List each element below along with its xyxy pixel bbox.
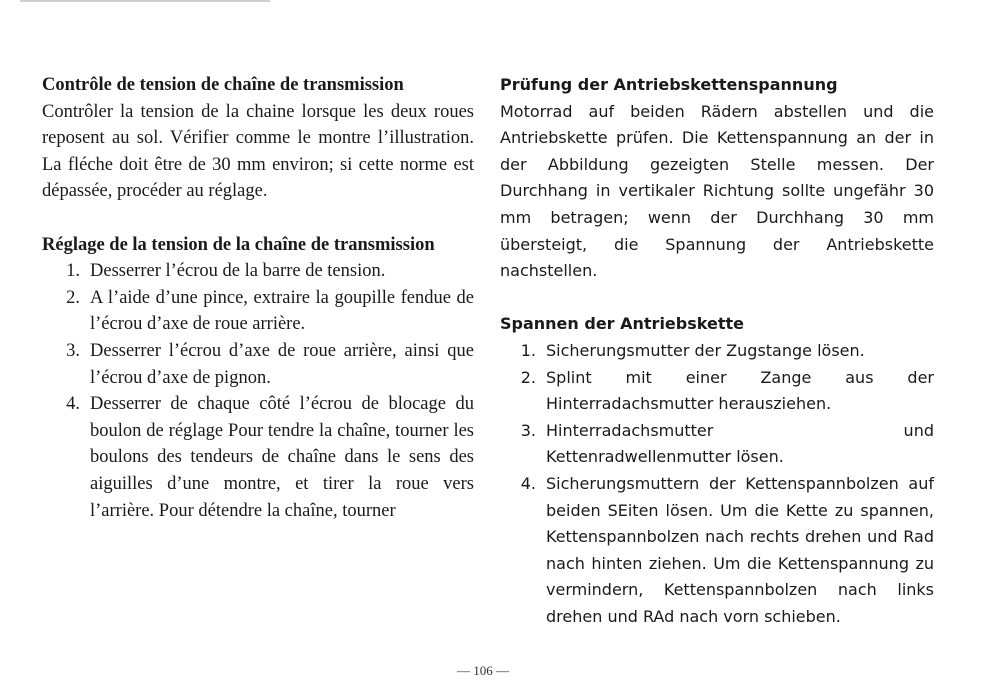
german-step-list xyxy=(500,338,934,631)
step-number: 4. xyxy=(66,394,80,415)
step-number: 1. xyxy=(66,261,80,282)
step-text: A l’aide d’une pince, extraire la goupille fendue de l’écrou d’axe de roue arrière. xyxy=(90,287,474,335)
french-step-2 xyxy=(42,285,474,338)
german-step-3 xyxy=(500,418,934,471)
step-number: 2. xyxy=(66,287,80,308)
german-column xyxy=(500,72,934,630)
german-step-4 xyxy=(500,471,934,631)
french-column xyxy=(42,72,474,524)
french-step-1 xyxy=(42,258,474,285)
step-text: Sicherungsmutter der Zugstange lösen. xyxy=(546,340,865,360)
french-step-4 xyxy=(42,391,474,524)
step-text: Splint mit einer Zange aus der Hinterradachsmutter herausziehen. xyxy=(546,367,934,414)
german-step-2 xyxy=(500,365,934,418)
step-text: Desserrer l’écrou d’axe de roue arrière, ainsi que l’écrou d’axe de pignon. xyxy=(90,340,474,388)
top-edge-line xyxy=(20,0,270,2)
page-number: — 106 — xyxy=(457,663,509,678)
step-number: 2. xyxy=(520,367,536,387)
french-heading-chain-tension-check: Contrôle de tension de chaîne de transmission xyxy=(42,75,404,95)
french-heading-chain-adjustment: Réglage de la tension de la chaîne de transmission xyxy=(42,234,435,255)
step-number: 1. xyxy=(520,340,536,360)
step-number: 4. xyxy=(520,473,536,493)
german-step-1 xyxy=(500,338,934,365)
step-text: Hinterradachsmutter und Kettenradwellenmutter lösen. xyxy=(546,420,934,467)
french-step-3 xyxy=(42,338,474,391)
step-number: 3. xyxy=(66,340,80,361)
step-text: Desserrer de chaque côté l’écrou de blocage du boulon de réglage Pour tendre la chaîne, tourner les boulons des tendeurs de chaîne dans le sens des aiguilles d’une montre, et tirer la roue vers l’arrière. Pour détendre la chaîne, tourner xyxy=(90,394,474,521)
french-paragraph-chain-tension-check: Contrôler la tension de la chaine lorsque les deux roues reposent au sol. Vérifier comme le montre l’illustration. La fléche doit être de 30 mm environ; si cette norme est dépassée, procéder au réglage. xyxy=(42,101,474,202)
step-text: Desserrer l’écrou de la barre de tension. xyxy=(90,261,386,282)
step-text: Sicherungsmuttern der Kettenspannbolzen auf beiden SEiten lösen. Um die Kette zu spannen, Kettenspannbolzen nach rechts drehen und Rad nach hinten ziehen. Um die Kettenspannung zu vermindern, Kettenspannbolzen nach links drehen und RAd nach vorn schieben. xyxy=(546,473,934,626)
french-step-list xyxy=(42,258,474,524)
german-paragraph-chain-tension-check: Motorrad auf beiden Rädern abstellen und die Antriebskette prüfen. Die Kettenspannung an der in der Abbildung gezeigten Stelle messen. Der Durchhang in vertikaler Richtung sollte ungefähr 30 mm betragen; wenn der Durchhang 30 mm übersteigt, die Spannung der Antriebskette nachstellen. xyxy=(500,101,934,281)
german-heading-chain-tension-check: Prüfung der Antriebskettenspannung xyxy=(500,75,838,94)
step-number: 3. xyxy=(520,420,536,440)
german-heading-chain-adjustment: Spannen der Antriebskette xyxy=(500,314,744,334)
